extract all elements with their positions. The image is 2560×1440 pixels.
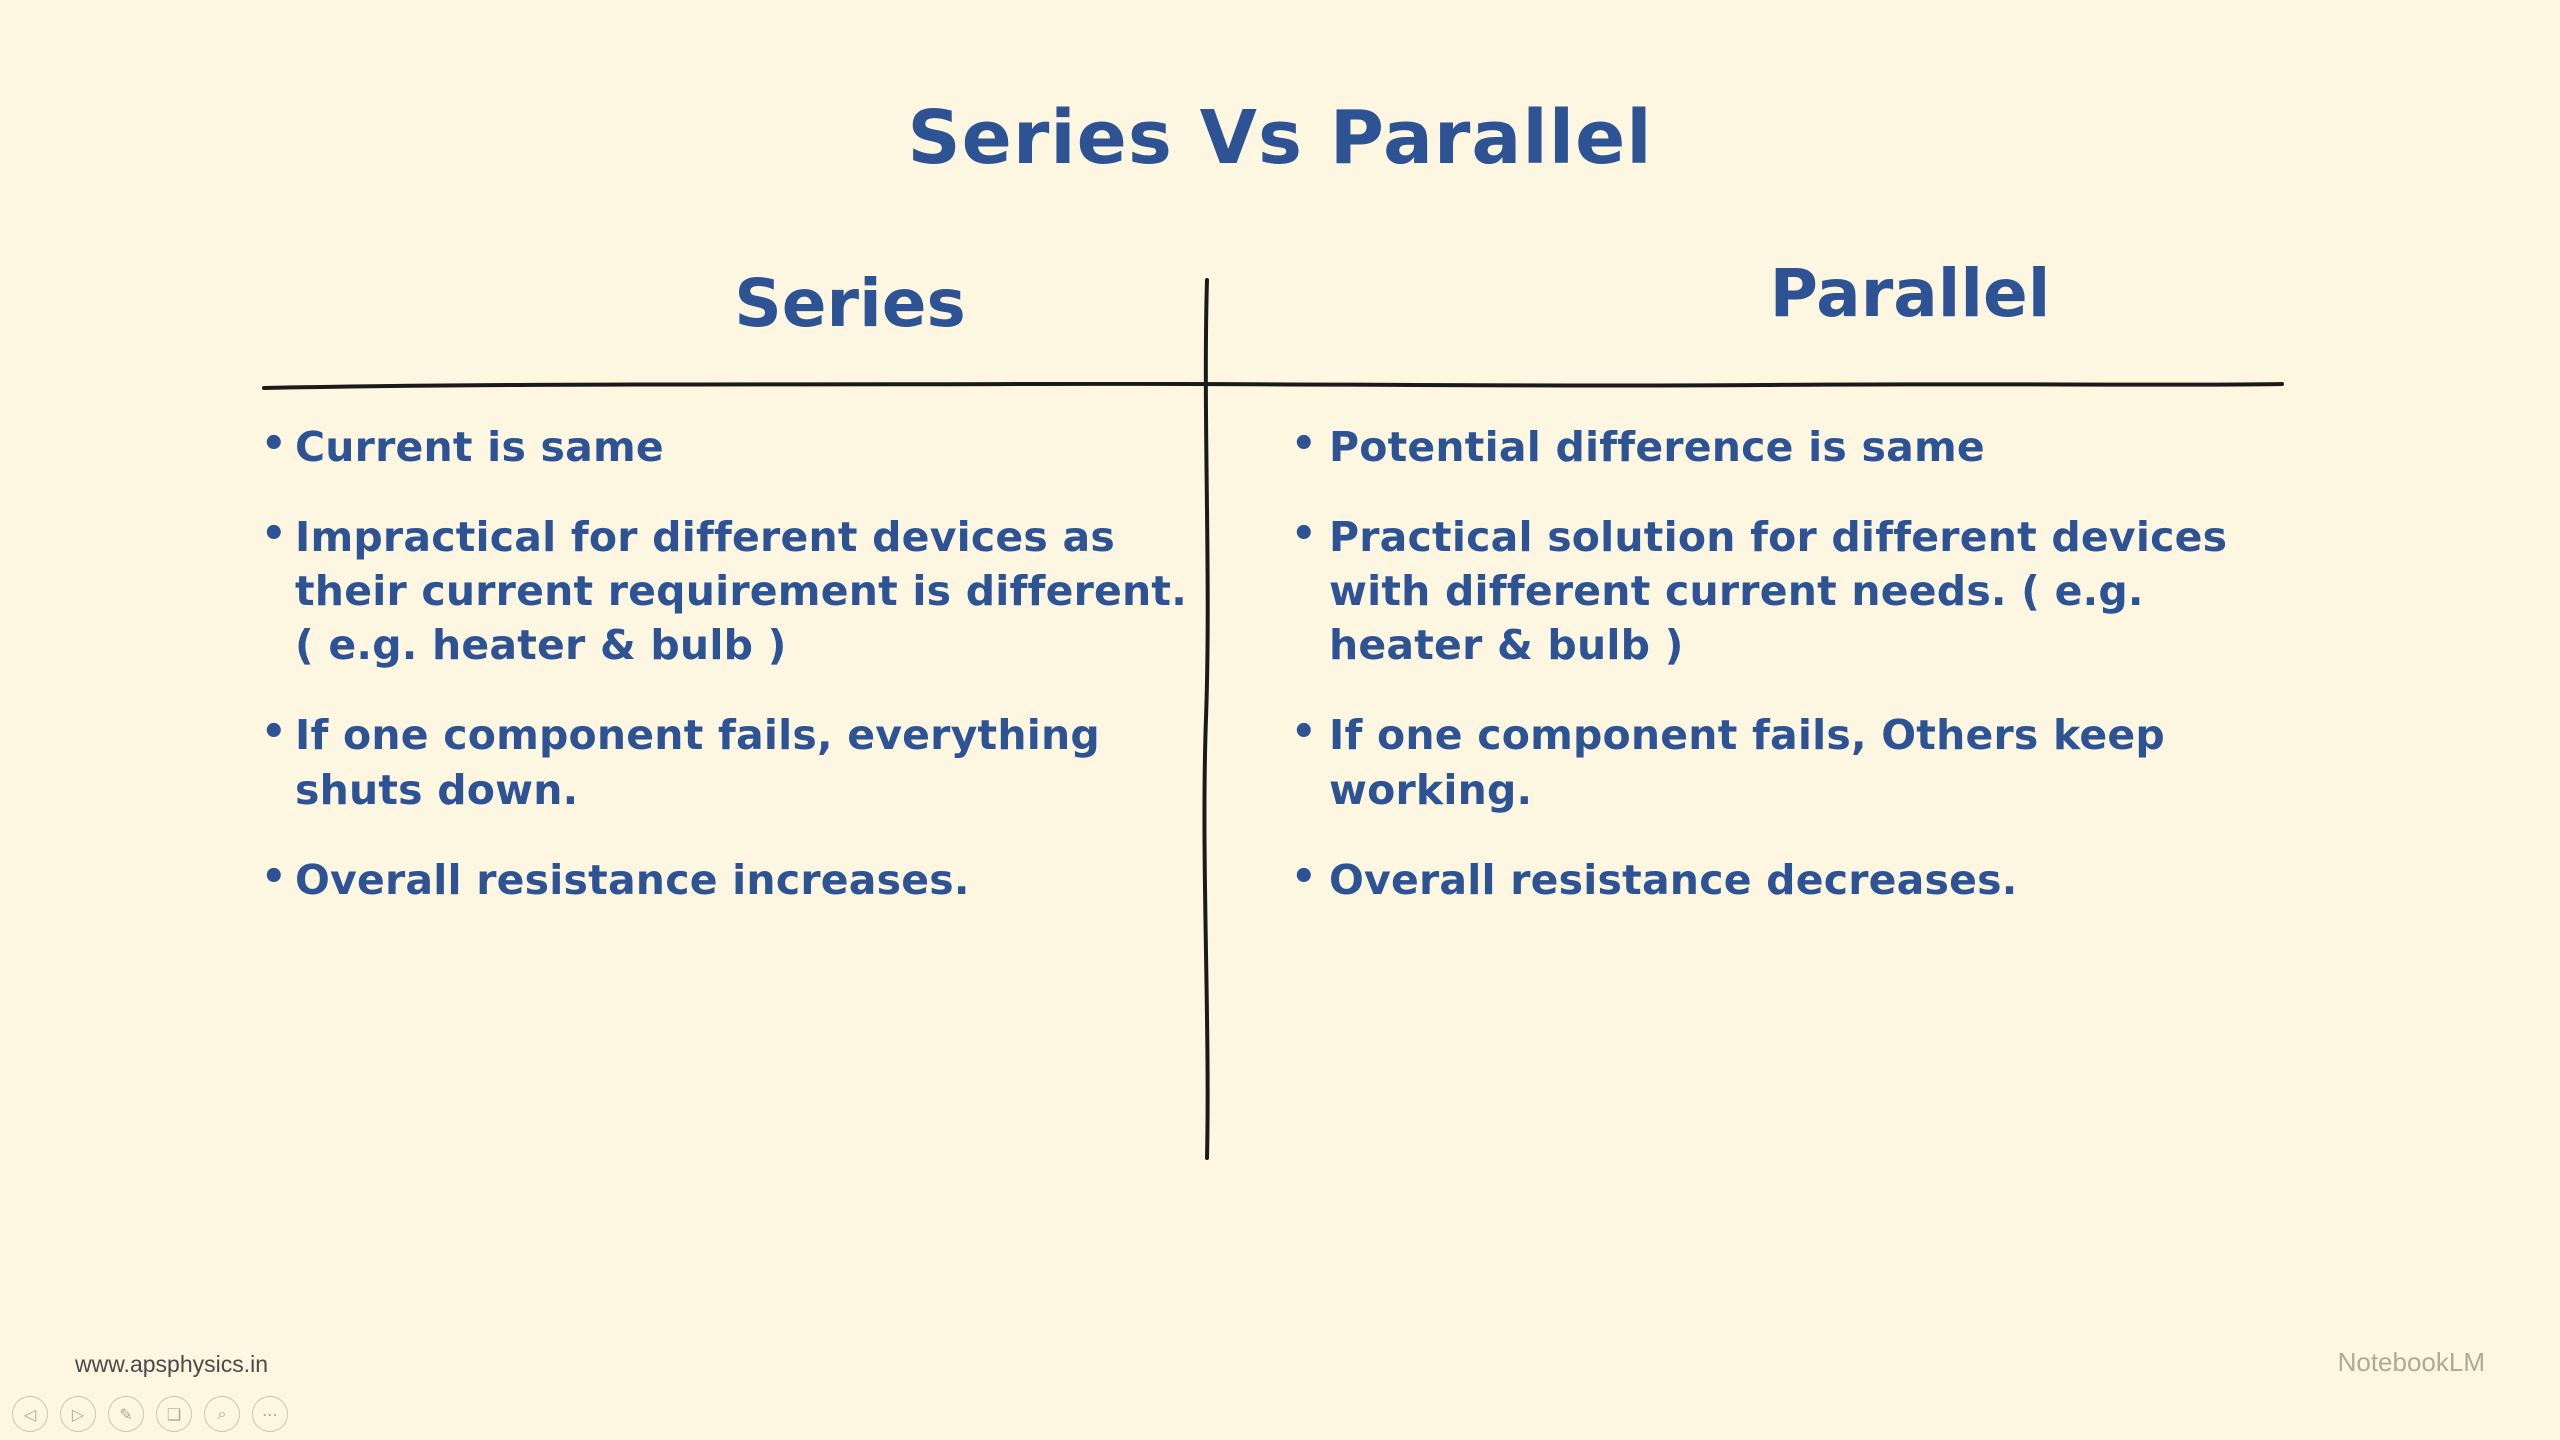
page-title: Series Vs Parallel bbox=[907, 95, 1653, 181]
list-item: • Impractical for different devices as their current requirement is different. ( e.g. heater & bulb ) bbox=[255, 510, 1215, 672]
parallel-points-list bbox=[1285, 420, 2285, 907]
horizontal-divider-line bbox=[262, 382, 2284, 390]
slide-toolbar[interactable] bbox=[12, 1396, 288, 1432]
more-options-button[interactable]: ⋯ bbox=[252, 1396, 288, 1432]
pen-tool-button[interactable]: ✎ bbox=[108, 1396, 144, 1432]
list-item: • Potential difference is same bbox=[1285, 420, 2285, 474]
footer-brand: NotebookLM bbox=[2337, 1347, 2485, 1377]
list-item: • Practical solution for different devices with different current needs. ( e.g. heater & bulb ) bbox=[1285, 510, 2285, 672]
list-item: • If one component fails, Others keep working. bbox=[1285, 708, 2285, 816]
list-item: • Overall resistance decreases. bbox=[1285, 853, 2285, 907]
series-column bbox=[255, 420, 1215, 943]
zoom-tool-button[interactable]: ⌕ bbox=[204, 1396, 240, 1432]
slide-overview-button[interactable]: ❏ bbox=[156, 1396, 192, 1432]
list-item: • Current is same bbox=[255, 420, 1215, 474]
list-item: • Overall resistance increases. bbox=[255, 853, 1215, 907]
footer-website: www.apsphysics.in bbox=[75, 1351, 269, 1377]
column-heading-parallel: Parallel bbox=[1769, 255, 2051, 332]
parallel-column bbox=[1285, 420, 2285, 943]
previous-slide-button[interactable]: ◁ bbox=[12, 1396, 48, 1432]
list-item: • If one component fails, everything shuts down. bbox=[255, 708, 1215, 816]
column-heading-series: Series bbox=[734, 265, 966, 342]
series-points-list bbox=[255, 420, 1215, 907]
next-slide-button[interactable]: ▷ bbox=[60, 1396, 96, 1432]
